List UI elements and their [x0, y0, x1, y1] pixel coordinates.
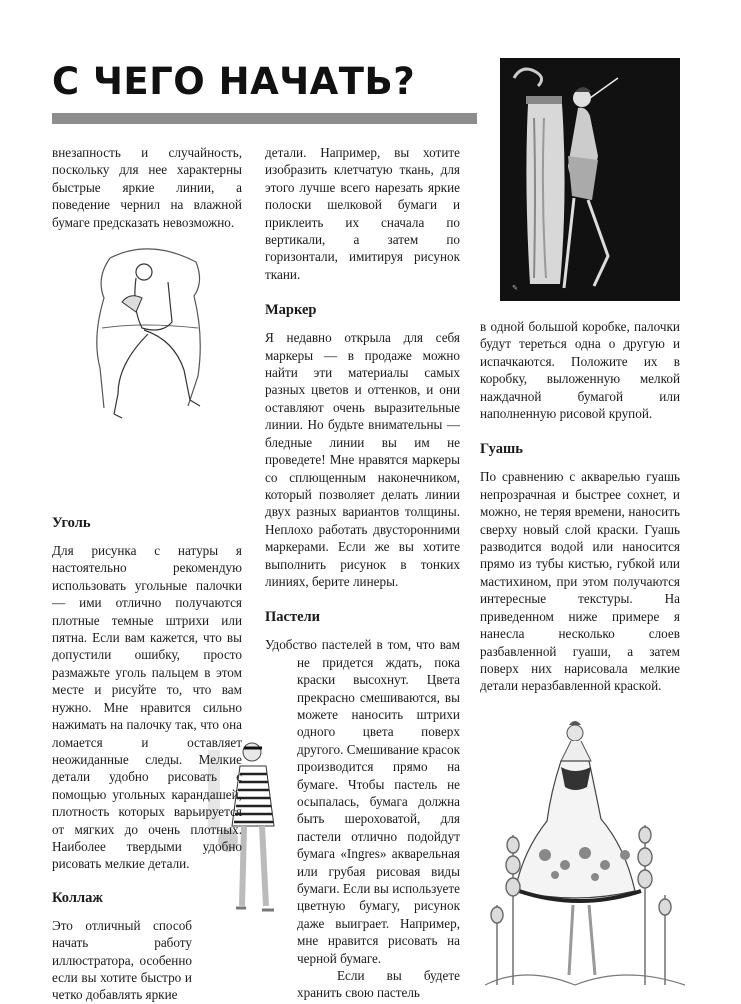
page-title: С ЧЕГО НАЧАТЬ? [52, 60, 416, 103]
pastel-paragraph-continued: Если вы будете хранить свою пастель [297, 968, 460, 1001]
charcoal-heading: Уголь [52, 515, 91, 532]
column-3 [480, 318, 680, 695]
marker-paragraph: Я недавно открыла для себя маркеры — в продаже можно найти эти материалы самых разных цветов и оттенков, и они оставляют очень выразительные линии. Но будьте внимательны — бледные линии вы им не проведете! Мне нравятся маркеры со сплющенным наконечником, который позволяет делать линии двух разных вариантов толщины. Неплохо работать двусторонними маркерами. Если же вы хотите выполнить рисунок в тонких линиях, берите линеры. [265, 330, 460, 589]
chair-illustration-spacer [52, 231, 242, 514]
pastel-heading: Пастели [265, 609, 321, 626]
collage-paragraph: Это отличный способ начать работу иллюстратора, особенно если вы хотите быстро и четко добавлять яркие [52, 917, 192, 1003]
title-rule [52, 113, 477, 124]
col3-intro-paragraph: в одной большой коробке, палочки будут тереться одна о другую и испачкаются. Положите их в коробку, выложенную мелкой наждачной бумагой или наполненную рисовой крупой. [480, 319, 680, 422]
column-1 [52, 144, 242, 1004]
collage-heading: Коллаж [52, 889, 103, 906]
gouache-dress-illustration [485, 715, 685, 1000]
flapper-illustration [500, 58, 680, 301]
charcoal-paragraph: Для рисунка с натуры я настоятельно рекомендую использовать угольные палочки — ими отлично получаются плотные темные штрихи или пятна. Если вам кажется, что вы допустили ошибку, просто размажьте уголь пальцем в этом месте и рисуйте то, что вам нужно. Мне нравится сильно нажимать на палочку так, что она ломается и оставляет неожиданные следы. Мелкие детали удобно рисовать с помощью угольных карандашей, плотность которых варьируется от мягких до очень плотных. Наиболее твердыми удобно рисовать мелкие детали. [52, 543, 242, 872]
svg-text:✎: ✎ [512, 284, 518, 292]
gouache-paragraph: По сравнению с акварелью гуашь непрозрачная и быстрее сохнет, и можно, не теряя времени, наносить сверху новый слой краски. Гуашь разводится водой или наносится прямо из тубы кистью, губкой или мастихином, при этом получаются интересные текстуры. На приведенном ниже примере я нанесла несколько слоев разбавленной гуаши, а затем поверх них нарисовала мелкие детали неразбавленной краской. [480, 469, 680, 694]
col1-intro-paragraph: внезапность и случайность, поскольку для нее характерны быстрые яркие линии, а поведение чернил на влажной бумаге предсказать невозможно. [52, 145, 242, 230]
col2-intro-paragraph: детали. Например, вы хотите изобразить клетчатую ткань, для этого лучше всего нарезать яркие полоски шелковой бумаги и приклеить их сначала по вертикали, а затем по горизонтали, имитируя рисунок ткани. [265, 145, 460, 282]
column-2 [265, 144, 460, 1002]
gouache-heading: Гуашь [480, 441, 523, 458]
pastel-paragraph: Удобство пастелей в том, что вам не придется ждать, пока краски высохнут. Цвета прекрасно смешиваются, вы можете наносить штрихи одного цвета поверх другого. Смешивание красок производится прямо на бумаге. Чтобы пастель не осыпалась, бумага должна быть шероховатой, для пастели отлично подойдут бумага «Ingres» акварельная или грубая рисовая виды бумаги. Если вы используете цветную бумагу, рисунок даже выиграет. Например, мне нравится рисовать на черной бумаге. [265, 637, 460, 966]
marker-heading: Маркер [265, 302, 317, 319]
